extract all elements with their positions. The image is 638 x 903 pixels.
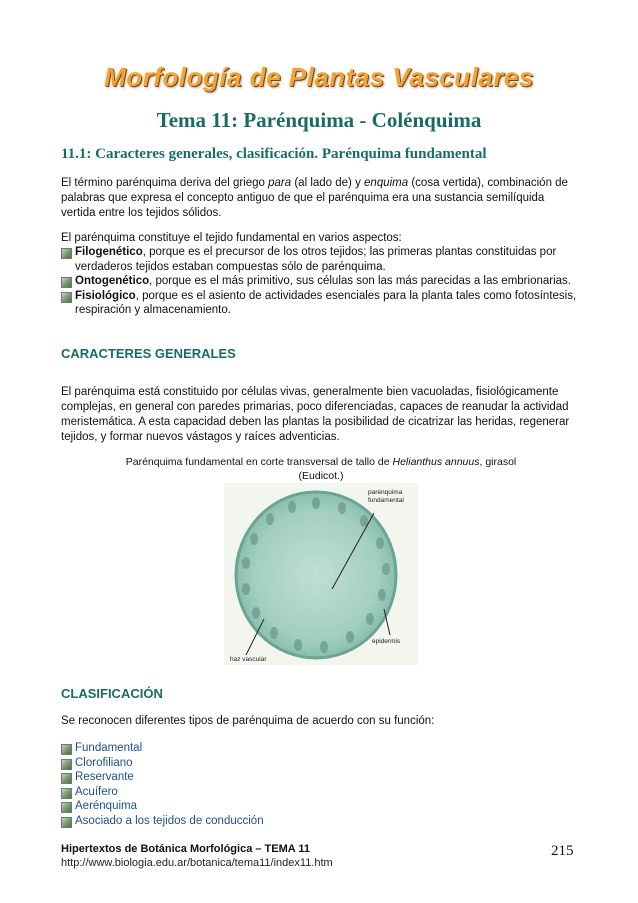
bullet-icon — [61, 817, 72, 828]
type-link[interactable]: Fundamental — [61, 741, 264, 756]
bullet-icon — [61, 788, 72, 799]
label-haz-vascular: haz vascular — [230, 656, 267, 663]
footer-url[interactable]: http://www.biologia.edu.ar/botanica/tema11/index11.htm — [61, 857, 333, 869]
clasificacion-heading: CLASIFICACIÓN — [61, 686, 163, 701]
list-item: Ontogenético, porque es el más primitivo, sus células son las más parecidas a las embrionarias. — [61, 274, 581, 289]
aspects-intro: El parénquima constituye el tejido fundamental en varios aspectos: — [61, 232, 402, 244]
bullet-icon — [61, 277, 72, 288]
type-link[interactable]: Clorofiliano — [61, 756, 264, 771]
banner-title: Morfología de Plantas Vasculares — [104, 62, 534, 92]
footer-title: Hipertextos de Botánica Morfológica – TEMA 11 — [61, 843, 310, 855]
label-epidermis: epidermis — [372, 638, 401, 645]
types-list — [61, 741, 264, 828]
stem-cross-section-figure — [224, 483, 418, 665]
bullet-icon — [61, 292, 72, 303]
label-parenquima: parénquima — [368, 489, 403, 496]
intro-paragraph: El término parénquima deriva del griego para (al lado de) y enquima (cosa vertida), combinación de palabras que expresa el concepto antiguo de que el parénquima era una sustancia semilíquida vertida entre los tejidos sólidos. — [61, 177, 568, 219]
section-title: 11.1: Caracteres generales, clasificación. Parénquima fundamental — [61, 146, 487, 162]
type-link[interactable]: Acuífero — [61, 785, 264, 800]
bullet-icon — [61, 773, 72, 784]
stem-cross-section-image — [224, 483, 418, 665]
page-number: 215 — [551, 843, 574, 859]
list-item: Fisiológico, porque es el asiento de actividades esenciales para la planta tales como fotosíntesis, respiración y almacenamiento. — [61, 289, 581, 318]
type-link[interactable]: Aerénquima — [61, 799, 264, 814]
bullet-icon — [61, 759, 72, 770]
type-link[interactable]: Asociado a los tejidos de conducción — [61, 814, 264, 829]
caracteres-paragraph: El parénquima está constituido por células vivas, generalmente bien vacuoladas, fisiológicamente complejas, en general con paredes primarias, poco diferenciadas, capaces de reanudar la actividad meristemática. A esta capacidad deben las plantas la posibilidad de cicatrizar las heridas, regenerar tejidos, y formar nuevos vástagos y raíces adventicias. — [61, 386, 570, 443]
aspects-list — [61, 245, 581, 318]
page-title: Tema 11: Parénquima - Colénquima — [156, 108, 482, 132]
bullet-icon — [61, 248, 72, 259]
figure-caption: Parénquima fundamental en corte transversal de tallo de Helianthus annuus, girasol (Eudicot.) — [125, 456, 517, 482]
list-item: Filogenético, porque es el precursor de los otros tejidos; las primeras plantas constituidas por verdaderos tejidos estaban compuestas sólo de parénquima. — [61, 245, 581, 274]
bullet-icon — [61, 802, 72, 813]
clasificacion-intro: Se reconocen diferentes tipos de parénquima de acuerdo con su función: — [61, 715, 435, 727]
caracteres-heading: CARACTERES GENERALES — [61, 346, 236, 361]
bullet-icon — [61, 744, 72, 755]
label-fundamental: fundamental — [368, 497, 404, 504]
type-link[interactable]: Reservante — [61, 770, 264, 785]
